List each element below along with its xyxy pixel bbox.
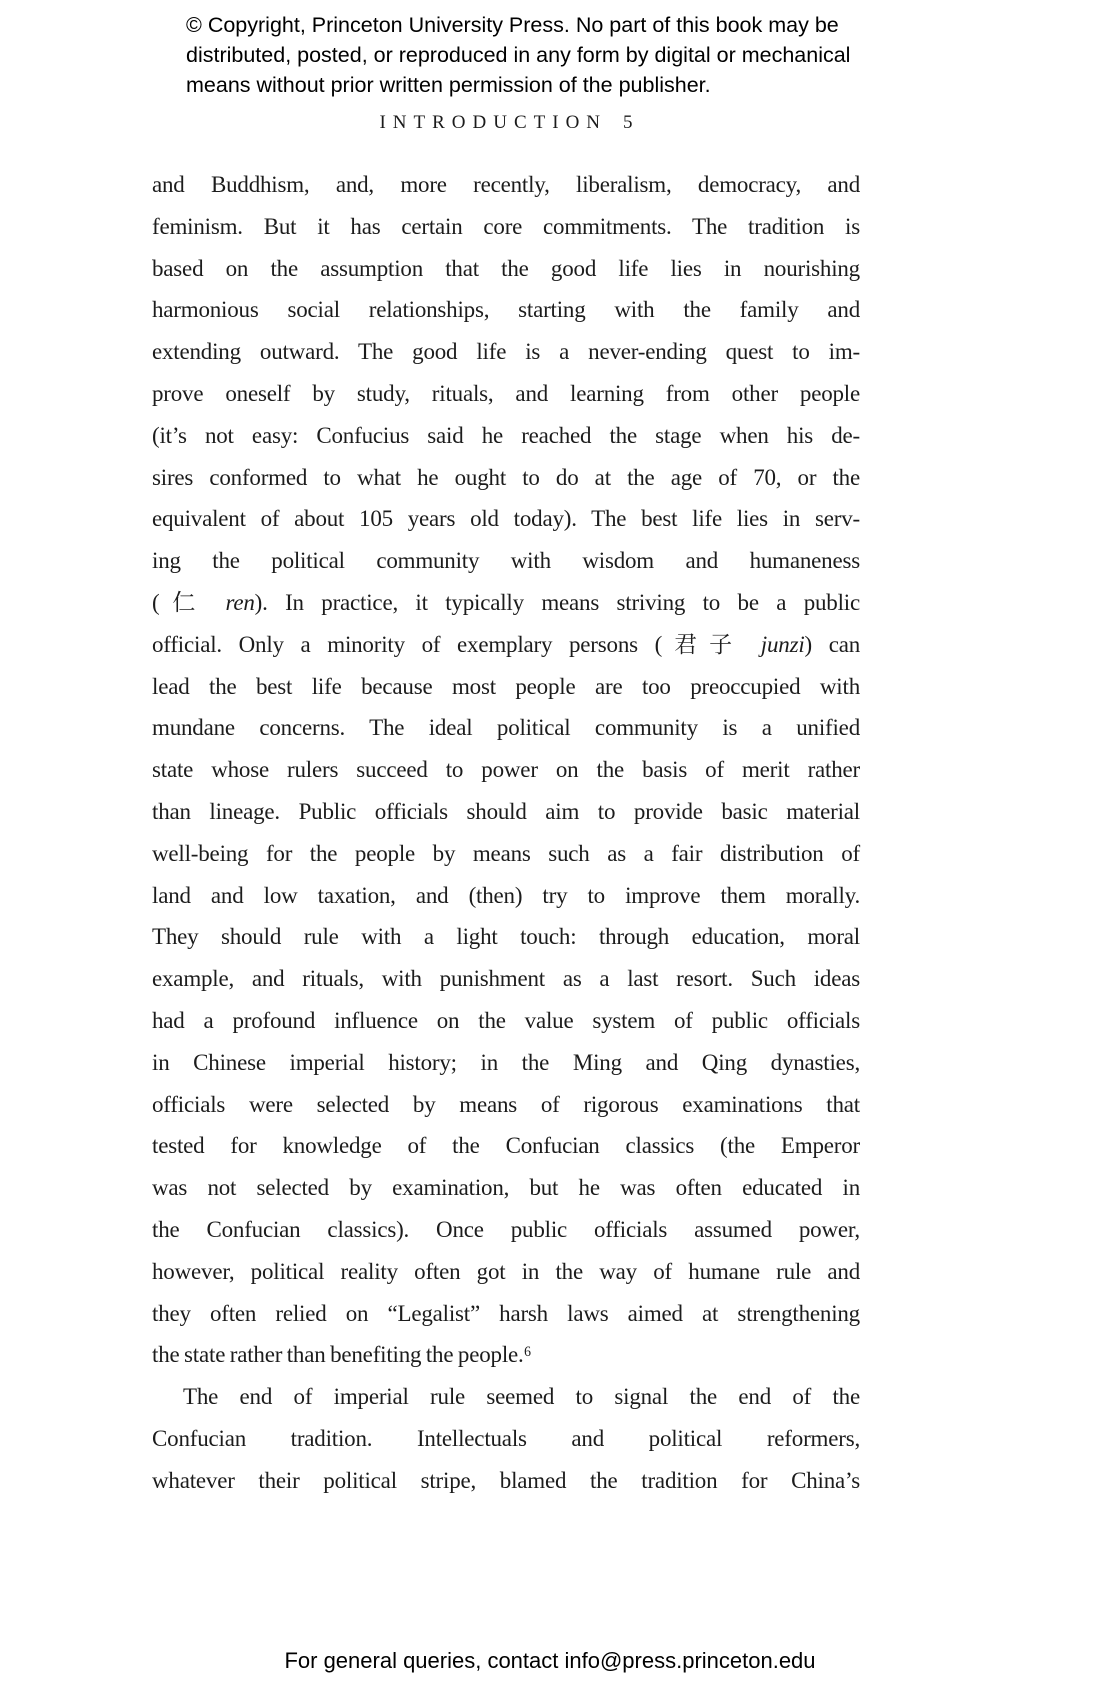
body-line: based on the assumption that the good life lies in nourishing — [152, 255, 860, 281]
body-line: They should rule with a light touch: through education, moral — [152, 924, 860, 950]
body-line: official. Only a minority of exemplary persons (君子 junzi) can — [152, 631, 861, 657]
body-line: Confucian tradition. Intellectuals and political reformers, — [152, 1425, 860, 1451]
body-line: was not selected by examination, but he was often educated in — [152, 1175, 860, 1201]
body-line: land and low taxation, and (then) try to improve them morally. — [152, 882, 860, 908]
body-line: sires conformed to what he ought to do at the age of 70, or the — [152, 464, 860, 490]
body-line: than lineage. Public officials should aim to provide basic material — [152, 798, 860, 824]
body-line: officials were selected by means of rigorous examinations that — [152, 1091, 860, 1117]
copyright-line: © Copyright, Princeton University Press. No part of this book may be — [186, 13, 839, 37]
body-line: had a profound influence on the value system of public officials — [152, 1007, 860, 1033]
body-line: equivalent of about 105 years old today). The best life lies in serv- — [152, 506, 860, 532]
body-line: feminism. But it has certain core commitments. The tradition is — [152, 213, 860, 239]
copyright-line: distributed, posted, or reproduced in any form by digital or mechanical — [186, 43, 851, 67]
body-line: state whose rulers succeed to power on the basis of merit rather — [152, 757, 860, 783]
body-line: however, political reality often got in the way of humane rule and — [152, 1258, 860, 1284]
body-line: in Chinese imperial history; in the Ming and Qing dynasties, — [152, 1049, 860, 1075]
body-line: the Confucian classics). Once public officials assumed power, — [152, 1216, 860, 1242]
body-line: whatever their political stripe, blamed the tradition for China’s — [152, 1467, 860, 1493]
body-line: prove oneself by study, rituals, and learning from other people — [152, 380, 860, 406]
copyright-line: means without prior written permission of the publisher. — [186, 73, 711, 97]
body-line: tested for knowledge of the Confucian classics (the Emperor — [152, 1133, 860, 1159]
body-paragraph — [152, 164, 860, 1376]
body-line: well-being for the people by means such as a fair distribution of — [152, 840, 860, 866]
body-line: lead the best life because most people are too preoccupied with — [152, 673, 860, 699]
body-line: ing the political community with wisdom and humaneness — [152, 548, 860, 574]
page-number: 5 — [623, 112, 633, 133]
body-text — [152, 164, 860, 1502]
body-line: mundane concerns. The ideal political community is a unified — [152, 715, 860, 741]
copyright-notice — [186, 10, 866, 100]
body-line: The end of imperial rule seemed to signal the end of the — [183, 1384, 860, 1410]
body-line: the state rather than benefiting the people.⁶ — [152, 1342, 532, 1368]
body-line: (仁 ren). In practice, it typically means striving to be a public — [152, 589, 860, 615]
body-line: example, and rituals, with punishment as a last resort. Such ideas — [152, 966, 860, 992]
body-line: they often relied on “Legalist” harsh laws aimed at strengthening — [152, 1300, 860, 1326]
body-line: harmonious social relationships, starting with the family and — [152, 297, 860, 323]
body-line: and Buddhism, and, more recently, liberalism, democracy, and — [152, 172, 860, 197]
chapter-title: INTRODUCTION — [379, 112, 608, 133]
body-paragraph — [152, 1376, 860, 1501]
body-line: (it’s not easy: Confucius said he reached the stage when his de- — [152, 422, 860, 448]
body-line: extending outward. The good life is a never-ending quest to im- — [152, 339, 860, 365]
running-head — [152, 112, 860, 134]
footer-queries-text: For general queries, contact info@press.princeton.edu — [284, 1648, 816, 1673]
